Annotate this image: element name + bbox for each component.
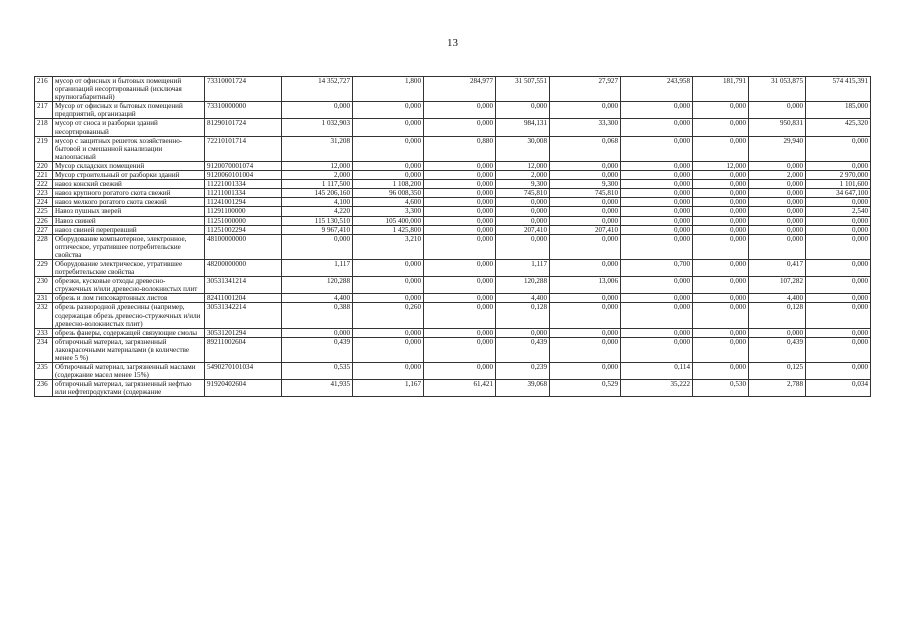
value-col-7-cell: 0,000: [693, 198, 749, 207]
value-col-8-cell: 0,000: [749, 180, 806, 189]
value-col-2-cell: 0,000: [353, 119, 424, 136]
value-col-6-cell: 0,000: [621, 171, 693, 180]
waste-name-cell: обтирочный материал, загрязненный нефтью или нефтепродуктами (содержание: [53, 380, 205, 397]
value-col-3-cell: 0,000: [424, 207, 496, 216]
table-row: [35, 294, 871, 303]
value-col-6-cell: 243,958: [621, 77, 693, 102]
value-col-7-cell: 0,000: [693, 337, 749, 362]
value-col-3-cell: 0,000: [424, 216, 496, 225]
value-col-3-cell: 0,000: [424, 294, 496, 303]
table-row: [35, 161, 871, 170]
waste-code-cell: 11291100000: [205, 207, 282, 216]
value-col-6-cell: 0,000: [621, 161, 693, 170]
value-col-9-cell: 2 970,000: [806, 171, 871, 180]
row-number-cell: 231: [35, 294, 53, 303]
value-col-5-cell: 0,000: [550, 259, 621, 276]
value-col-8-cell: 0,000: [749, 161, 806, 170]
value-col-9-cell: 0,000: [806, 234, 871, 259]
value-col-3-cell: 0,000: [424, 119, 496, 136]
value-col-7-cell: 0,000: [693, 277, 749, 294]
row-number-cell: 233: [35, 328, 53, 337]
table-row: [35, 102, 871, 119]
value-col-4-cell: 120,288: [496, 277, 550, 294]
value-col-4-cell: 4,400: [496, 294, 550, 303]
waste-code-cell: 11221001334: [205, 180, 282, 189]
value-col-8-cell: 0,000: [749, 216, 806, 225]
value-col-9-cell: 0,000: [806, 337, 871, 362]
waste-name-cell: обрезки, кусковые отходы древесно-стружечных и/или древесно-волокнистых плит: [53, 277, 205, 294]
value-col-5-cell: 0,000: [550, 102, 621, 119]
value-col-2-cell: 0,000: [353, 136, 424, 161]
value-col-8-cell: 950,831: [749, 119, 806, 136]
waste-code-cell: 5490270101034: [205, 363, 282, 380]
value-col-6-cell: 0,114: [621, 363, 693, 380]
value-col-4-cell: 0,439: [496, 337, 550, 362]
row-number-cell: 230: [35, 277, 53, 294]
table-row: [35, 77, 871, 102]
value-col-1-cell: 1 117,500: [282, 180, 353, 189]
value-col-2-cell: 0,000: [353, 102, 424, 119]
waste-table: [34, 76, 871, 397]
waste-name-cell: мусор от сноса и разборки зданий несортированный: [53, 119, 205, 136]
value-col-6-cell: 0,000: [621, 328, 693, 337]
row-number-cell: 227: [35, 225, 53, 234]
value-col-4-cell: 1,117: [496, 259, 550, 276]
table-row: [35, 189, 871, 198]
waste-name-cell: обтирочный материал, загрязненный лакокрасочными материалами (в количестве менее 5 %): [53, 337, 205, 362]
value-col-5-cell: 0,000: [550, 294, 621, 303]
table-row: [35, 207, 871, 216]
value-col-8-cell: 0,000: [749, 102, 806, 119]
value-col-9-cell: 0,000: [806, 161, 871, 170]
waste-name-cell: обрезь и лом гипсокартонных листов: [53, 294, 205, 303]
value-col-8-cell: 0,000: [749, 198, 806, 207]
value-col-2-cell: 3,210: [353, 234, 424, 259]
value-col-4-cell: 0,239: [496, 363, 550, 380]
value-col-6-cell: 0,000: [621, 136, 693, 161]
row-number-cell: 228: [35, 234, 53, 259]
row-number-cell: 225: [35, 207, 53, 216]
value-col-8-cell: 0,439: [749, 337, 806, 362]
waste-code-cell: 30531342214: [205, 303, 282, 328]
value-col-7-cell: 0,000: [693, 216, 749, 225]
value-col-2-cell: 3,300: [353, 207, 424, 216]
value-col-5-cell: 207,410: [550, 225, 621, 234]
waste-code-cell: 73310001724: [205, 77, 282, 102]
value-col-1-cell: 115 130,510: [282, 216, 353, 225]
value-col-2-cell: 1 425,800: [353, 225, 424, 234]
value-col-5-cell: 0,000: [550, 198, 621, 207]
value-col-1-cell: 2,000: [282, 171, 353, 180]
value-col-5-cell: 9,300: [550, 180, 621, 189]
value-col-4-cell: 745,810: [496, 189, 550, 198]
table-row: [35, 303, 871, 328]
value-col-5-cell: 0,000: [550, 328, 621, 337]
row-number-cell: 232: [35, 303, 53, 328]
value-col-6-cell: 0,000: [621, 180, 693, 189]
value-col-7-cell: 0,000: [693, 234, 749, 259]
value-col-3-cell: 0,000: [424, 180, 496, 189]
waste-code-cell: 9120070001074: [205, 161, 282, 170]
value-col-6-cell: 0,000: [621, 294, 693, 303]
value-col-8-cell: 2,788: [749, 380, 806, 397]
value-col-7-cell: 0,000: [693, 119, 749, 136]
table-row: [35, 225, 871, 234]
value-col-3-cell: 0,000: [424, 259, 496, 276]
value-col-9-cell: 0,000: [806, 277, 871, 294]
table-row: [35, 180, 871, 189]
value-col-5-cell: 0,000: [550, 216, 621, 225]
row-number-cell: 221: [35, 171, 53, 180]
table-body: [35, 77, 871, 397]
value-col-2-cell: 105 400,000: [353, 216, 424, 225]
value-col-4-cell: 0,000: [496, 207, 550, 216]
value-col-4-cell: 9,300: [496, 180, 550, 189]
value-col-9-cell: 34 647,100: [806, 189, 871, 198]
value-col-3-cell: 0,000: [424, 161, 496, 170]
value-col-8-cell: 0,000: [749, 189, 806, 198]
waste-name-cell: навоз мелкого рогатого скота свежий: [53, 198, 205, 207]
value-col-1-cell: 0,439: [282, 337, 353, 362]
value-col-5-cell: 27,927: [550, 77, 621, 102]
value-col-9-cell: 0,000: [806, 225, 871, 234]
value-col-2-cell: 0,260: [353, 303, 424, 328]
waste-code-cell: 91920402604: [205, 380, 282, 397]
value-col-6-cell: 0,000: [621, 189, 693, 198]
value-col-8-cell: 0,000: [749, 207, 806, 216]
waste-code-cell: 11251000000: [205, 216, 282, 225]
value-col-4-cell: 39,068: [496, 380, 550, 397]
value-col-1-cell: 0,000: [282, 102, 353, 119]
waste-name-cell: обрезь разнородной древесины (например, содержащая обрезь древесно-стружечных и/или древесно-волокнистых плит): [53, 303, 205, 328]
value-col-8-cell: 0,125: [749, 363, 806, 380]
value-col-3-cell: 0,000: [424, 225, 496, 234]
value-col-7-cell: 181,791: [693, 77, 749, 102]
value-col-3-cell: 61,421: [424, 380, 496, 397]
value-col-1-cell: 31,208: [282, 136, 353, 161]
value-col-9-cell: 185,000: [806, 102, 871, 119]
table-row: [35, 171, 871, 180]
value-col-1-cell: 0,000: [282, 234, 353, 259]
value-col-8-cell: 0,000: [749, 328, 806, 337]
value-col-7-cell: 0,000: [693, 180, 749, 189]
value-col-3-cell: 0,880: [424, 136, 496, 161]
value-col-4-cell: 0,000: [496, 216, 550, 225]
value-col-4-cell: 2,000: [496, 171, 550, 180]
value-col-2-cell: 0,000: [353, 171, 424, 180]
value-col-7-cell: 0,000: [693, 225, 749, 234]
table-row: [35, 198, 871, 207]
value-col-5-cell: 0,000: [550, 337, 621, 362]
row-number-cell: 224: [35, 198, 53, 207]
value-col-7-cell: 0,000: [693, 207, 749, 216]
table-row: [35, 363, 871, 380]
row-number-cell: 222: [35, 180, 53, 189]
value-col-6-cell: 0,000: [621, 225, 693, 234]
value-col-1-cell: 4,100: [282, 198, 353, 207]
value-col-5-cell: 0,000: [550, 234, 621, 259]
value-col-2-cell: 0,000: [353, 337, 424, 362]
value-col-1-cell: 145 206,160: [282, 189, 353, 198]
row-number-cell: 218: [35, 119, 53, 136]
row-number-cell: 223: [35, 189, 53, 198]
waste-code-cell: 30531341214: [205, 277, 282, 294]
value-col-6-cell: 35,222: [621, 380, 693, 397]
value-col-5-cell: 33,300: [550, 119, 621, 136]
waste-name-cell: Мусор строительный от разборки зданий: [53, 171, 205, 180]
value-col-4-cell: 12,000: [496, 161, 550, 170]
waste-code-cell: 81290101724: [205, 119, 282, 136]
row-number-cell: 217: [35, 102, 53, 119]
value-col-1-cell: 120,288: [282, 277, 353, 294]
value-col-7-cell: 0,000: [693, 259, 749, 276]
value-col-1-cell: 0,000: [282, 328, 353, 337]
waste-name-cell: обрезь фанеры, содержащей связующие смолы: [53, 328, 205, 337]
row-number-cell: 226: [35, 216, 53, 225]
table-row: [35, 337, 871, 362]
value-col-2-cell: 0,000: [353, 161, 424, 170]
value-col-9-cell: 0,000: [806, 363, 871, 380]
value-col-4-cell: 0,000: [496, 328, 550, 337]
table-row: [35, 119, 871, 136]
value-col-4-cell: 0,000: [496, 102, 550, 119]
waste-code-cell: 89211002604: [205, 337, 282, 362]
value-col-2-cell: 96 008,350: [353, 189, 424, 198]
value-col-5-cell: 0,000: [550, 161, 621, 170]
row-number-cell: 229: [35, 259, 53, 276]
waste-code-cell: 48200000000: [205, 259, 282, 276]
row-number-cell: 219: [35, 136, 53, 161]
value-col-8-cell: 29,940: [749, 136, 806, 161]
value-col-6-cell: 0,000: [621, 102, 693, 119]
waste-name-cell: навоз крупного рогатого скота свежий: [53, 189, 205, 198]
value-col-9-cell: 0,000: [806, 136, 871, 161]
value-col-6-cell: 0,000: [621, 216, 693, 225]
value-col-9-cell: 0,000: [806, 294, 871, 303]
value-col-6-cell: 0,000: [621, 119, 693, 136]
table-row: [35, 234, 871, 259]
value-col-9-cell: 0,034: [806, 380, 871, 397]
value-col-8-cell: 0,417: [749, 259, 806, 276]
waste-name-cell: Мусор складских помещений: [53, 161, 205, 170]
value-col-3-cell: 0,000: [424, 328, 496, 337]
value-col-6-cell: 0,000: [621, 337, 693, 362]
value-col-4-cell: 31 507,551: [496, 77, 550, 102]
value-col-2-cell: 1 108,200: [353, 180, 424, 189]
value-col-8-cell: 0,128: [749, 303, 806, 328]
table-row: [35, 380, 871, 397]
value-col-7-cell: 0,000: [693, 171, 749, 180]
value-col-4-cell: 0,128: [496, 303, 550, 328]
value-col-8-cell: 107,282: [749, 277, 806, 294]
value-col-6-cell: 0,000: [621, 303, 693, 328]
value-col-8-cell: 31 053,875: [749, 77, 806, 102]
value-col-3-cell: 0,000: [424, 337, 496, 362]
value-col-6-cell: 0,000: [621, 207, 693, 216]
value-col-5-cell: 13,006: [550, 277, 621, 294]
waste-name-cell: навоз свиней перепревший: [53, 225, 205, 234]
table-row: [35, 277, 871, 294]
value-col-3-cell: 0,000: [424, 363, 496, 380]
value-col-7-cell: 0,000: [693, 303, 749, 328]
value-col-8-cell: 0,000: [749, 225, 806, 234]
row-number-cell: 235: [35, 363, 53, 380]
value-col-7-cell: 12,000: [693, 161, 749, 170]
value-col-2-cell: 4,600: [353, 198, 424, 207]
waste-name-cell: Обтирочный материал, загрязненный маслами (содержание масел менее 15%): [53, 363, 205, 380]
value-col-7-cell: 0,000: [693, 363, 749, 380]
value-col-7-cell: 0,530: [693, 380, 749, 397]
waste-name-cell: Оборудование электрическое, утратившее потребительские свойства: [53, 259, 205, 276]
row-number-cell: 234: [35, 337, 53, 362]
waste-code-cell: 73310000000: [205, 102, 282, 119]
waste-code-cell: 11251002294: [205, 225, 282, 234]
value-col-1-cell: 9 967,410: [282, 225, 353, 234]
value-col-5-cell: 0,000: [550, 171, 621, 180]
value-col-8-cell: 0,000: [749, 234, 806, 259]
value-col-7-cell: 0,000: [693, 328, 749, 337]
value-col-6-cell: 0,000: [621, 277, 693, 294]
value-col-3-cell: 0,000: [424, 277, 496, 294]
value-col-4-cell: 0,000: [496, 234, 550, 259]
value-col-3-cell: 0,000: [424, 171, 496, 180]
value-col-1-cell: 14 352,727: [282, 77, 353, 102]
value-col-9-cell: 0,000: [806, 216, 871, 225]
value-col-1-cell: 1 032,903: [282, 119, 353, 136]
value-col-5-cell: 0,000: [550, 207, 621, 216]
value-col-4-cell: 207,410: [496, 225, 550, 234]
value-col-1-cell: 41,935: [282, 380, 353, 397]
table-row: [35, 136, 871, 161]
waste-name-cell: Навоз пушных зверей: [53, 207, 205, 216]
waste-code-cell: 9120060101004: [205, 171, 282, 180]
waste-code-cell: 72210101714: [205, 136, 282, 161]
value-col-2-cell: 0,000: [353, 363, 424, 380]
waste-code-cell: 11211001334: [205, 189, 282, 198]
value-col-9-cell: 2,540: [806, 207, 871, 216]
waste-name-cell: мусор с защитных решеток хозяйственно-бытовой и смешанной канализации малоопасный: [53, 136, 205, 161]
value-col-5-cell: 745,810: [550, 189, 621, 198]
value-col-9-cell: 0,000: [806, 328, 871, 337]
value-col-1-cell: 0,388: [282, 303, 353, 328]
value-col-2-cell: 0,000: [353, 328, 424, 337]
value-col-4-cell: 30,008: [496, 136, 550, 161]
value-col-3-cell: 0,000: [424, 303, 496, 328]
value-col-1-cell: 0,535: [282, 363, 353, 380]
value-col-8-cell: 4,400: [749, 294, 806, 303]
value-col-2-cell: 1,167: [353, 380, 424, 397]
value-col-4-cell: 0,000: [496, 198, 550, 207]
value-col-2-cell: 1,800: [353, 77, 424, 102]
row-number-cell: 220: [35, 161, 53, 170]
waste-code-cell: 82411001204: [205, 294, 282, 303]
row-number-cell: 236: [35, 380, 53, 397]
value-col-1-cell: 1,117: [282, 259, 353, 276]
value-col-3-cell: 0,000: [424, 234, 496, 259]
value-col-6-cell: 0,000: [621, 234, 693, 259]
value-col-7-cell: 0,000: [693, 294, 749, 303]
value-col-7-cell: 0,000: [693, 189, 749, 198]
page-number: 13: [447, 37, 458, 49]
value-col-3-cell: 284,977: [424, 77, 496, 102]
waste-name-cell: мусор от офисных и бытовых помещений организаций несортированный (исключая крупногабаритный): [53, 77, 205, 102]
value-col-9-cell: 0,000: [806, 198, 871, 207]
waste-name-cell: Мусор от офисных и бытовых помещений предприятий, организаций: [53, 102, 205, 119]
value-col-6-cell: 0,000: [621, 198, 693, 207]
value-col-4-cell: 984,131: [496, 119, 550, 136]
value-col-9-cell: 574 415,391: [806, 77, 871, 102]
value-col-3-cell: 0,000: [424, 102, 496, 119]
value-col-3-cell: 0,000: [424, 189, 496, 198]
value-col-2-cell: 0,000: [353, 294, 424, 303]
row-number-cell: 216: [35, 77, 53, 102]
value-col-9-cell: 425,320: [806, 119, 871, 136]
value-col-1-cell: 4,400: [282, 294, 353, 303]
waste-name-cell: Навоз свиней: [53, 216, 205, 225]
value-col-6-cell: 0,700: [621, 259, 693, 276]
waste-code-cell: 30531201294: [205, 328, 282, 337]
value-col-9-cell: 0,000: [806, 303, 871, 328]
value-col-5-cell: 0,529: [550, 380, 621, 397]
waste-name-cell: навоз конский свежий: [53, 180, 205, 189]
value-col-5-cell: 0,000: [550, 303, 621, 328]
value-col-5-cell: 0,000: [550, 363, 621, 380]
value-col-2-cell: 0,000: [353, 259, 424, 276]
value-col-9-cell: 1 101,600: [806, 180, 871, 189]
waste-code-cell: 11241001294: [205, 198, 282, 207]
waste-name-cell: Оборудование компьютерное, электронное, оптическое, утратившее потребительские свойства: [53, 234, 205, 259]
waste-code-cell: 48100000000: [205, 234, 282, 259]
value-col-8-cell: 2,000: [749, 171, 806, 180]
table-row: [35, 259, 871, 276]
value-col-7-cell: 0,000: [693, 102, 749, 119]
value-col-1-cell: 12,000: [282, 161, 353, 170]
value-col-3-cell: 0,000: [424, 198, 496, 207]
value-col-1-cell: 4,220: [282, 207, 353, 216]
table-row: [35, 216, 871, 225]
value-col-9-cell: 0,000: [806, 259, 871, 276]
value-col-5-cell: 0,068: [550, 136, 621, 161]
table-row: [35, 328, 871, 337]
value-col-7-cell: 0,000: [693, 136, 749, 161]
value-col-2-cell: 0,000: [353, 277, 424, 294]
